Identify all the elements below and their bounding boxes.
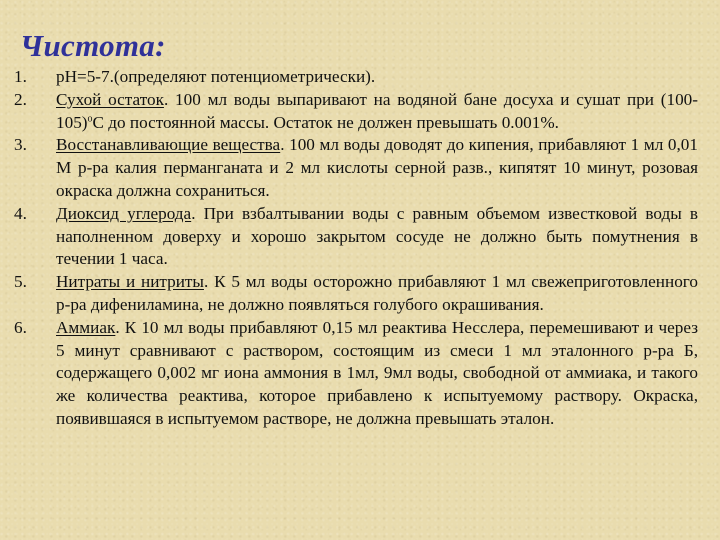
list-item-reducing-substances [14,134,698,202]
item-text: . К 10 мл воды прибавляют 0,15 мл реактива Несслера, перемешивают и через 5 минут сравнивают с раствором, состоящим из смеси 1 мл эталонного р-ра Б, содержащего 0,002 мг иона аммония в 1мл, 9мл воды, свободной от аммиака, и такого же количества реактива, которое прибавлено к испытуемому раствору. Окраска, появившаяся в испытуемом растворе, не должна превышать эталон. [56,317,698,428]
degree-superscript: o [87,112,93,124]
item-number: 1. [14,67,27,86]
item-text: . При взбалтывании воды с равным объемом известковой воды в наполненном доверху и хорошо закрытом сосуде не должно быть помутнения в течении 1 часа. [56,203,698,269]
item-text: . 100 мл воды доводят до кипения, прибавляют 1 мл 0,01 М р-ра калия перманганата и 2 мл кислоты серной разв., кипятят 10 минут, розовая окраска должна сохраниться. [56,135,698,200]
test-term: Аммиак [56,317,116,337]
list-item-dry-residue [14,89,698,135]
test-term: Диоксид углерода [56,203,192,223]
list-item-carbon-dioxide [14,203,698,271]
list-item-ph [14,66,698,89]
test-term-second: нитриты [141,272,204,292]
item-text-continued: С до постоянной массы. Остаток не должен превышать 0.001%. [92,112,559,132]
item-number: 4. [14,203,27,223]
slide-title: Чистота: [20,28,166,63]
item-number: 2. [14,89,27,109]
item-number: 3. [14,135,27,155]
item-number: 5. [14,272,27,292]
test-term: Нитраты [56,272,121,292]
list-item-nitrates-nitrites [14,271,698,317]
item-text: . 100 мл воды выпаривают на водяной бане досуха и сушат при (100-105) [56,89,698,132]
purity-test-list [14,66,698,431]
term-connector: и [120,272,141,292]
list-item-ammonia [14,317,698,431]
item-text: . К 5 мл воды осторожно прибавляют 1 мл свежеприготовленного р-ра дифениламина, не должно появляться голубого окрашивания. [56,272,699,314]
item-text: рН=5-7.(определяют потенциометрически). [56,67,376,86]
item-number: 6. [14,317,27,337]
test-term: Сухой остаток [56,89,164,109]
test-term: Восстанавливающие вещества [56,135,281,155]
